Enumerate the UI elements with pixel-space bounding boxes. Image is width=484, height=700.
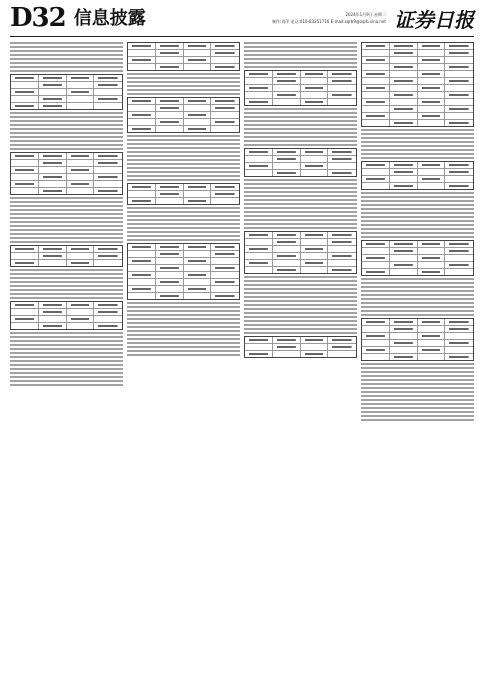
table	[127, 42, 240, 71]
table	[10, 74, 123, 110]
page-number: D32	[10, 3, 66, 33]
paragraph	[127, 73, 240, 95]
table	[127, 183, 240, 205]
table	[10, 245, 123, 267]
paragraph	[244, 108, 357, 146]
paragraph	[361, 363, 474, 421]
paragraph	[127, 302, 240, 356]
contact-line: 制作:刘萍 电话:010-83251716 E-mail:zqrb9@zqrb.sina.net	[271, 19, 386, 24]
table	[244, 231, 357, 274]
paragraph	[127, 135, 240, 181]
page-heading	[10, 5, 146, 31]
paragraph	[244, 42, 357, 68]
date-line: 2024年1月9日 星期二	[345, 12, 386, 17]
table	[127, 97, 240, 133]
table	[244, 336, 357, 358]
masthead	[10, 0, 474, 37]
paragraph	[244, 276, 357, 334]
paragraph	[361, 192, 474, 238]
paragraph	[361, 278, 474, 316]
table	[361, 318, 474, 361]
paragraph	[244, 179, 357, 229]
notice-columns	[10, 40, 474, 690]
table	[361, 161, 474, 190]
masthead-meta	[272, 12, 386, 24]
column-1	[10, 40, 123, 690]
column-3	[244, 40, 357, 690]
section-title: 信息披露	[73, 8, 146, 29]
table	[361, 240, 474, 276]
paragraph	[10, 332, 123, 386]
paragraph	[127, 207, 240, 241]
paragraph	[10, 112, 123, 150]
paragraph	[10, 197, 123, 243]
paragraph	[361, 129, 474, 159]
paragraph	[10, 269, 123, 299]
newspaper-logo: 证券日报	[394, 7, 474, 32]
column-2	[127, 40, 240, 690]
masthead-right	[272, 4, 474, 33]
paragraph	[10, 42, 123, 72]
table	[244, 70, 357, 106]
table	[10, 301, 123, 330]
table	[361, 42, 474, 127]
table	[10, 152, 123, 195]
table	[244, 148, 357, 177]
column-4	[361, 40, 474, 690]
table	[127, 243, 240, 300]
